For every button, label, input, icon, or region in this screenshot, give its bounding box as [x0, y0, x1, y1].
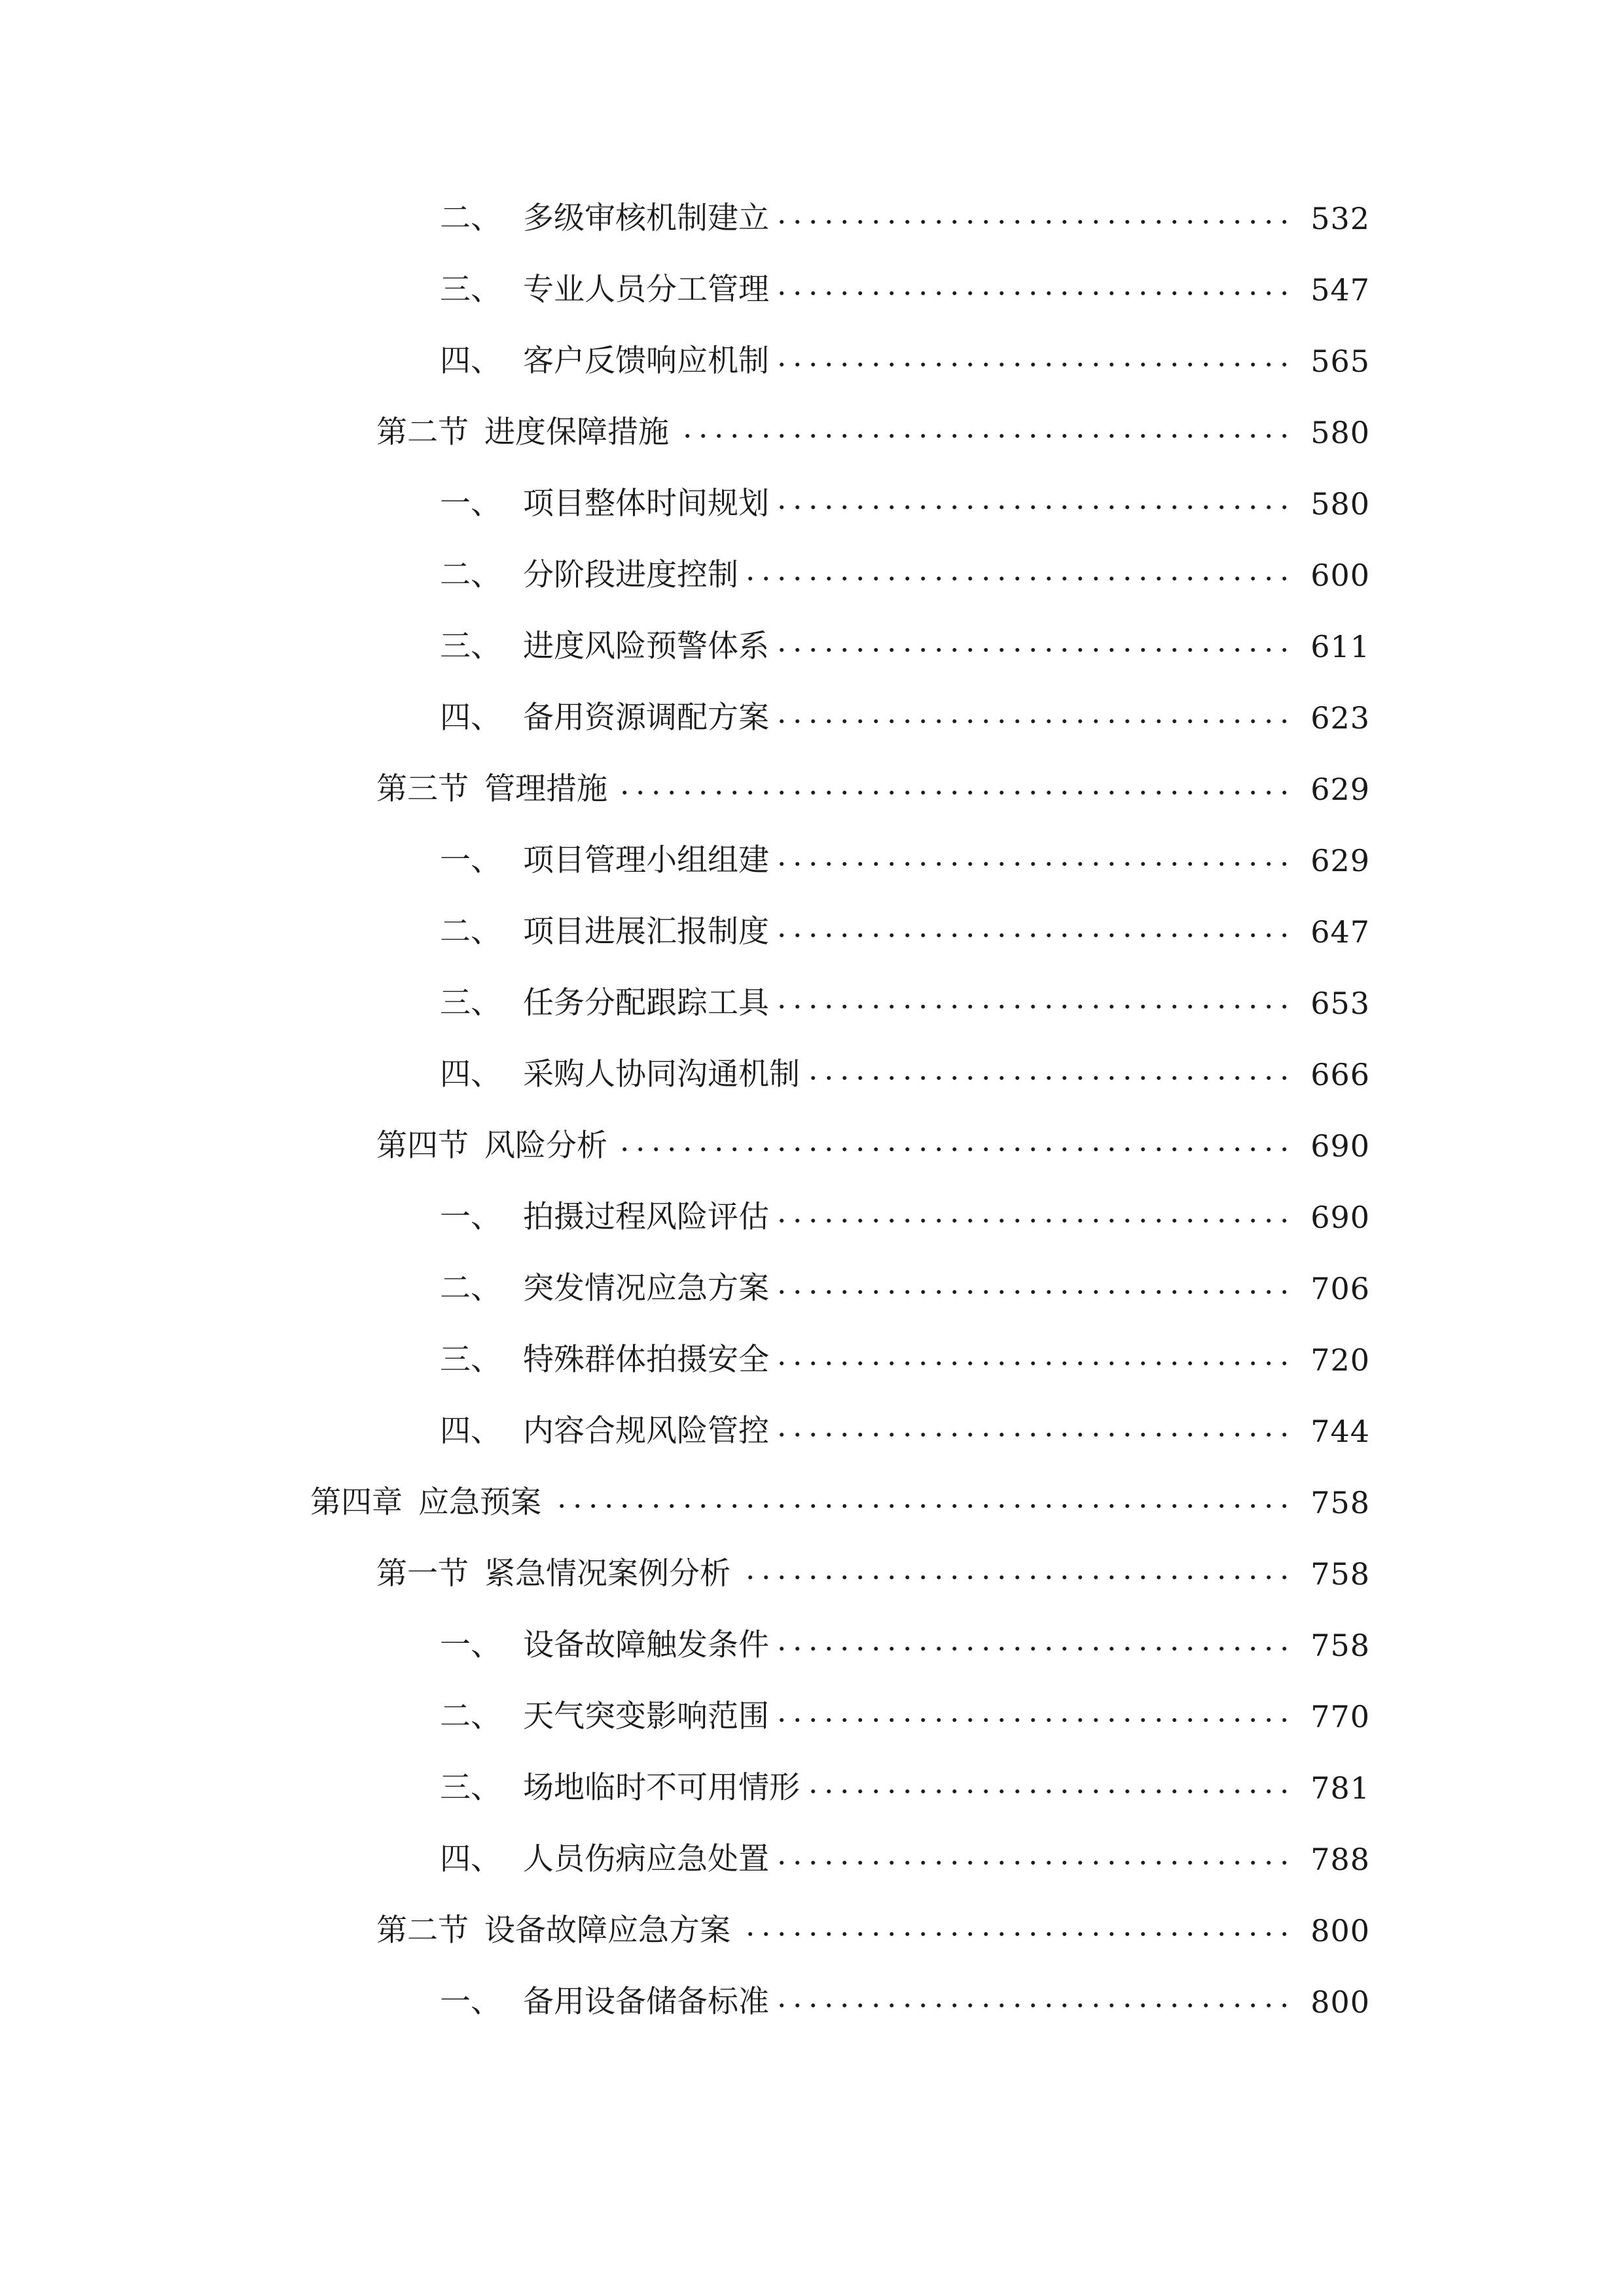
toc-entry-page: 532: [1310, 201, 1370, 236]
toc-entry-number: 一、: [440, 1199, 501, 1235]
toc-entry-number: 第四章: [310, 1484, 403, 1520]
toc-entry-page: 580: [1310, 415, 1370, 450]
toc-entry-number: 二、: [440, 1270, 501, 1306]
toc-entry-number: 二、: [440, 914, 501, 950]
dot-leader: [808, 1075, 1292, 1081]
toc-entry-page: 800: [1310, 1984, 1370, 2020]
toc-entry-number: 一、: [440, 1627, 501, 1663]
toc-entry-number: 三、: [440, 1770, 501, 1806]
toc-entry-title: 备用设备储备标准: [523, 1984, 769, 2020]
toc-entry-title: 专业人员分工管理: [523, 272, 769, 308]
toc-entry-page: 647: [1310, 914, 1370, 950]
toc-entry-number: 第四节: [376, 1128, 469, 1164]
toc-entry-page: 629: [1310, 843, 1370, 878]
toc-entry[interactable]: [376, 763, 1370, 816]
toc-entry[interactable]: [440, 1691, 1370, 1743]
toc-entry[interactable]: [440, 1049, 1370, 1101]
toc-entry-number: 一、: [440, 1984, 501, 2020]
dot-leader: [777, 1859, 1292, 1866]
dot-leader: [777, 718, 1292, 725]
dot-leader: [615, 1146, 1292, 1153]
dot-leader: [777, 504, 1292, 511]
toc-entry[interactable]: [440, 192, 1370, 245]
dot-leader: [777, 1003, 1292, 1010]
toc-entry-title: 项目整体时间规划: [523, 486, 769, 522]
toc-entry-number: 三、: [440, 272, 501, 308]
dot-leader: [677, 433, 1292, 439]
toc-entry[interactable]: [376, 406, 1370, 459]
toc-entry-title: 分阶段进度控制: [523, 557, 738, 593]
dot-leader: [777, 861, 1292, 867]
toc-entry-page: 547: [1310, 272, 1370, 308]
toc-entry-page: 690: [1310, 1128, 1370, 1164]
toc-entry-title: 客户反馈响应机制: [523, 343, 769, 379]
toc-entry-number: 四、: [440, 343, 501, 379]
toc-entry-page: 666: [1310, 1057, 1370, 1092]
toc-entry-title: 管理措施: [484, 771, 607, 807]
toc-entry-title: 采购人协同沟通机制: [523, 1056, 800, 1092]
toc-entry-title: 项目管理小组组建: [523, 842, 769, 878]
toc-entry[interactable]: [376, 1548, 1370, 1600]
toc-entry[interactable]: [440, 1833, 1370, 1886]
toc-entry-number: 四、: [440, 1841, 501, 1877]
toc-entry[interactable]: [440, 1334, 1370, 1386]
dot-leader: [777, 2002, 1292, 2009]
toc-entry-page: 629: [1310, 772, 1370, 807]
toc-entry-number: 二、: [440, 557, 501, 593]
toc-entry-title: 设备故障应急方案: [484, 1912, 731, 1948]
toc-entry[interactable]: [376, 1120, 1370, 1172]
toc-entry-page: 580: [1310, 486, 1370, 522]
dot-leader: [615, 789, 1292, 796]
toc-entry[interactable]: [440, 620, 1370, 673]
toc-entry-page: 623: [1310, 700, 1370, 736]
toc-entry[interactable]: [440, 834, 1370, 887]
toc-entry-title: 特殊群体拍摄安全: [523, 1342, 769, 1378]
toc-entry-title: 进度风险预警体系: [523, 628, 769, 664]
dot-leader: [777, 219, 1292, 225]
dot-leader: [777, 1431, 1292, 1438]
dot-leader: [808, 1788, 1292, 1795]
toc-entry-page: 781: [1310, 1770, 1370, 1806]
toc-entry-page: 744: [1310, 1414, 1370, 1449]
toc-entry-page: 706: [1310, 1271, 1370, 1306]
toc-entry-number: 四、: [440, 1056, 501, 1092]
toc-entry-title: 任务分配跟踪工具: [523, 985, 769, 1021]
toc-entry[interactable]: [440, 906, 1370, 958]
toc-entry-number: 三、: [440, 1342, 501, 1378]
toc-entry[interactable]: [440, 335, 1370, 387]
toc-entry[interactable]: [440, 1263, 1370, 1315]
toc-entry-page: 788: [1310, 1842, 1370, 1877]
toc-entry-number: 四、: [440, 700, 501, 736]
toc-entry-number: 第三节: [376, 771, 469, 807]
dot-leader: [777, 1717, 1292, 1723]
dot-leader: [738, 1574, 1292, 1581]
toc-entry-number: 三、: [440, 985, 501, 1021]
toc-entry-number: 第二节: [376, 414, 469, 450]
dot-leader: [777, 290, 1292, 296]
toc-entry-number: 第一节: [376, 1556, 469, 1592]
toc-entry[interactable]: [440, 1619, 1370, 1672]
toc-entry-title: 内容合规风险管控: [523, 1413, 769, 1449]
dot-leader: [746, 575, 1292, 582]
toc-entry[interactable]: [440, 549, 1370, 601]
toc-entry-page: 653: [1310, 986, 1370, 1021]
toc-entry-title: 天气突变影响范围: [523, 1698, 769, 1734]
dot-leader: [549, 1503, 1292, 1509]
dot-leader: [777, 647, 1292, 653]
toc-entry-page: 690: [1310, 1200, 1370, 1235]
toc-entry[interactable]: [376, 1905, 1370, 1957]
toc-entry-page: 720: [1310, 1342, 1370, 1378]
toc-entry-number: 二、: [440, 1698, 501, 1734]
dot-leader: [777, 1645, 1292, 1652]
toc-entry[interactable]: [440, 264, 1370, 316]
toc-entry-title: 项目进展汇报制度: [523, 914, 769, 950]
toc-entry[interactable]: [440, 1976, 1370, 2028]
toc-entry-page: 758: [1310, 1556, 1370, 1592]
toc-entry[interactable]: [440, 1762, 1370, 1814]
dot-leader: [777, 361, 1292, 368]
dot-leader: [777, 1360, 1292, 1367]
toc-entry-page: 770: [1310, 1699, 1370, 1734]
toc-entry-title: 突发情况应急方案: [523, 1270, 769, 1306]
toc-entry[interactable]: [440, 1191, 1370, 1244]
toc-entry-title: 场地临时不可用情形: [523, 1770, 800, 1806]
dot-leader: [777, 1289, 1292, 1295]
toc-entry-number: 一、: [440, 486, 501, 522]
toc-entry-number: 第二节: [376, 1912, 469, 1948]
toc-entry-page: 758: [1310, 1628, 1370, 1663]
toc-entry-title: 多级审核机制建立: [523, 200, 769, 236]
toc-entry[interactable]: [310, 1477, 1370, 1529]
toc-entry-number: 一、: [440, 842, 501, 878]
toc-entry-title: 风险分析: [484, 1128, 607, 1164]
toc-entry-title: 备用资源调配方案: [523, 700, 769, 736]
toc-entry-page: 611: [1310, 629, 1370, 664]
toc-entry-number: 二、: [440, 200, 501, 236]
toc-entry[interactable]: [440, 692, 1370, 744]
toc-entry[interactable]: [440, 977, 1370, 1030]
dot-leader: [777, 932, 1292, 939]
toc-entry-page: 800: [1310, 1913, 1370, 1948]
toc-entry-page: 565: [1310, 344, 1370, 379]
toc-entry-title: 应急预案: [418, 1484, 541, 1520]
toc-entry-page: 600: [1310, 558, 1370, 593]
toc-entry[interactable]: [440, 478, 1370, 530]
toc-entry-title: 设备故障触发条件: [523, 1627, 769, 1663]
toc-entry-number: 三、: [440, 628, 501, 664]
toc-entry[interactable]: [440, 1405, 1370, 1458]
toc-entry-title: 拍摄过程风险评估: [523, 1199, 769, 1235]
toc-entry-title: 进度保障措施: [484, 414, 669, 450]
dot-leader: [777, 1217, 1292, 1224]
toc-entry-title: 紧急情况案例分析: [484, 1556, 731, 1592]
dot-leader: [738, 1931, 1292, 1937]
toc-entry-number: 四、: [440, 1413, 501, 1449]
toc-entry-page: 758: [1310, 1485, 1370, 1520]
toc-entry-title: 人员伤病应急处置: [523, 1841, 769, 1877]
